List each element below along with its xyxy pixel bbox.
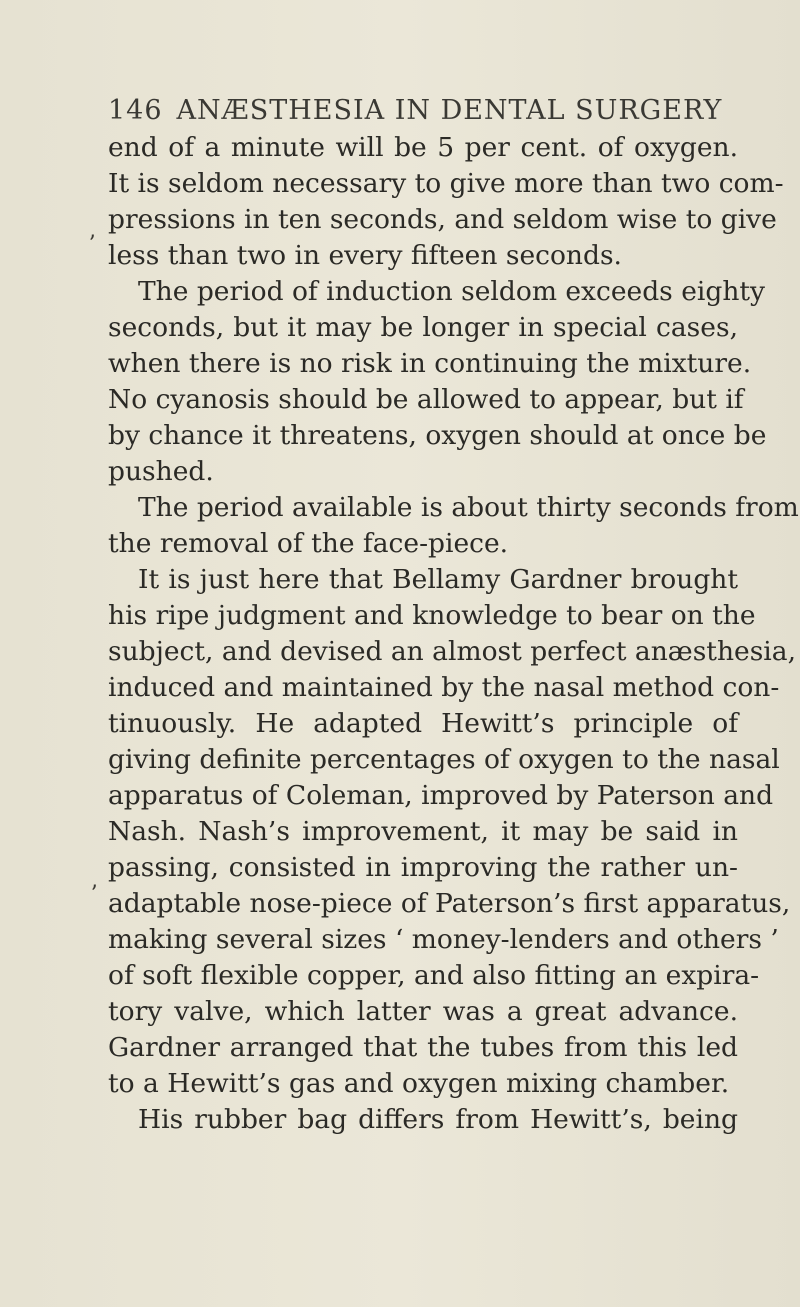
text-line: passing, consisted in improving the rather un- — [108, 852, 738, 883]
text-line: No cyanosis should be allowed to appear, but if — [108, 384, 744, 415]
text-line: end of a minute will be 5 per cent. of oxygen. — [108, 132, 738, 163]
text-line: tory valve, which latter was a great advance. — [108, 996, 738, 1027]
page-number: 146 — [108, 95, 163, 126]
text-line: pressions in ten seconds, and seldom wise to give — [108, 204, 777, 235]
text-line: giving definite percentages of oxygen to the nasal — [108, 744, 780, 775]
margin-speck: ʼ — [90, 882, 97, 907]
text-line: of soft flexible copper, and also fitting an expira- — [108, 960, 760, 991]
text-line: induced and maintained by the nasal method con- — [108, 672, 780, 703]
text-line: The period of induction seldom exceeds eighty — [138, 276, 766, 307]
text-line: to a Hewitt’s gas and oxygen mixing chamber. — [108, 1068, 730, 1099]
text-line: the removal of the face-piece. — [108, 528, 509, 559]
text-line: It is seldom necessary to give more than two com- — [108, 168, 784, 199]
text-line: pushed. — [108, 456, 214, 487]
text-line: subject, and devised an almost perfect anæsthesia, — [108, 636, 796, 667]
text-line: his ripe judgment and knowledge to bear on the — [108, 600, 756, 631]
text-line: apparatus of Coleman, improved by Paterson and — [108, 780, 774, 811]
text-line: It is just here that Bellamy Gardner brought — [138, 564, 738, 595]
text-line: making several sizes ‘ money-lenders and others ’ — [108, 924, 779, 955]
text-line: adaptable nose-piece of Paterson’s first apparatus, — [108, 888, 791, 919]
text-line: tinuously. He adapted Hewitt’s principle of — [108, 708, 738, 739]
text-line: seconds, but it may be longer in special cases, — [108, 312, 738, 343]
running-header — [108, 95, 748, 126]
text-line: less than two in every fifteen seconds. — [108, 240, 622, 271]
text-line: The period available is about thirty seconds from — [138, 492, 799, 523]
margin-speck: ʼ — [88, 232, 95, 257]
running-title: ANÆSTHESIA IN DENTAL SURGERY — [176, 95, 723, 126]
text-line: by chance it threatens, oxygen should at once be — [108, 420, 767, 451]
text-line: His rubber bag differs from Hewitt’s, being — [138, 1104, 738, 1135]
text-line: Nash. Nash’s improvement, it may be said in — [108, 816, 738, 847]
text-line: when there is no risk in continuing the mixture. — [108, 348, 752, 379]
text-line: Gardner arranged that the tubes from this led — [108, 1032, 738, 1063]
